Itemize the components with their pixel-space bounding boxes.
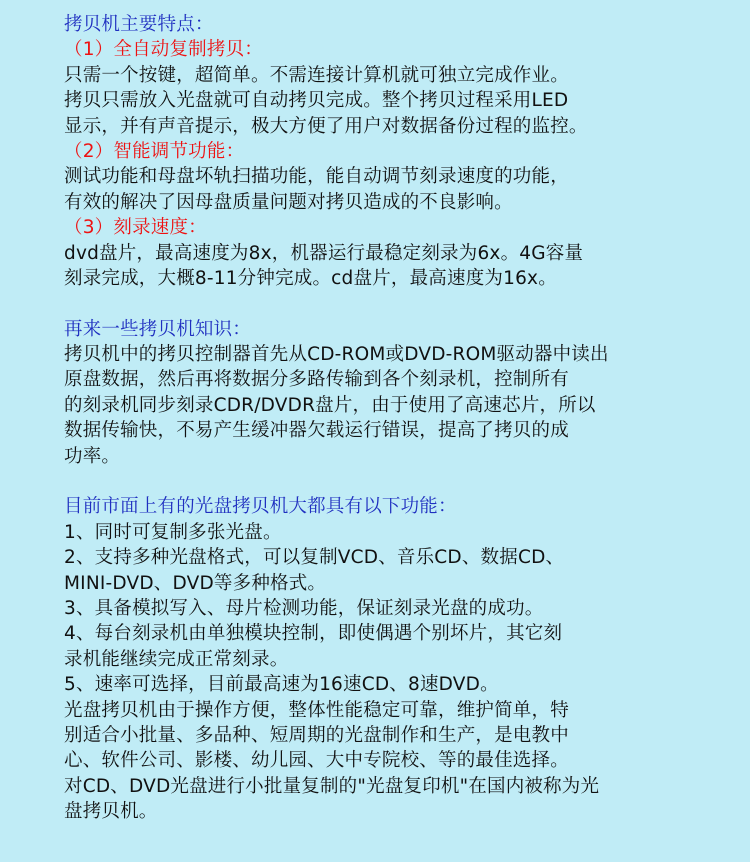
section-title-knowledge: 再来一些拷贝机知识： — [64, 318, 252, 340]
section-title-functions: 目前市面上有的光盘拷贝机大都具有以下功能： — [64, 496, 457, 518]
section-spacer — [64, 469, 740, 494]
section-spacer — [64, 291, 740, 316]
function-line: 心、软件公司、影楼、幼儿园、大中专院校、等的最佳选择。 — [64, 750, 569, 772]
feature-1-line: 拷贝只需放入光盘就可自动拷贝完成。整个拷贝过程采用LED — [64, 90, 569, 112]
feature-3-line: dvd盘片，最高速度为8x，机器运行最稳定刻录为6x。4G容量 — [64, 242, 584, 264]
function-line: 4、每台刻录机由单独模块控制，即使偶遇个别坏片，其它刻 — [64, 623, 563, 645]
feature-2-line: 有效的解决了因母盘质量问题对拷贝造成的不良影响。 — [64, 191, 513, 213]
knowledge-line: 的刻录机同步刻录CDR/DVDR盘片，由于使用了高速芯片，所以 — [64, 394, 596, 416]
feature-3-line: 刻录完成，大概8-11分钟完成。cd盘片，最高速度为16x。 — [64, 267, 557, 289]
function-line: 3、具备模拟写入、母片检测功能，保证刻录光盘的成功。 — [64, 597, 544, 619]
section-title-main-features: 拷贝机主要特点： — [64, 14, 214, 35]
function-line: 录机能继续完成正常刻录。 — [64, 648, 289, 670]
knowledge-line: 拷贝机中的拷贝控制器首先从CD-ROM或DVD-ROM驱动器中读出 — [64, 344, 609, 366]
function-line: MINI-DVD、DVD等多种格式。 — [64, 572, 327, 594]
function-line: 5、速率可选择，目前最高速为16速CD、8速DVD。 — [64, 674, 499, 696]
knowledge-line: 原盘数据，然后再将数据分多路传输到各个刻录机，控制所有 — [64, 369, 569, 391]
function-line: 2、支持多种光盘格式，可以复制VCD、音乐CD、数据CD、 — [64, 547, 565, 569]
function-line: 盘拷贝机。 — [64, 801, 158, 823]
feature-1-line: 显示，并有声音提示，极大方便了用户对数据备份过程的监控。 — [64, 115, 588, 137]
knowledge-line: 功率。 — [64, 445, 121, 467]
function-line: 光盘拷贝机由于操作方便，整体性能稳定可靠，维护简单，特 — [64, 699, 569, 721]
function-line: 对CD、DVD光盘进行小批量复制的"光盘复印机"在国内被称为光 — [64, 775, 600, 797]
feature-2-line: 测试功能和母盘坏轨扫描功能，能自动调节刻录速度的功能， — [64, 166, 569, 188]
feature-2-title: （2）智能调节功能： — [64, 140, 245, 162]
knowledge-line: 数据传输快，不易产生缓冲器欠载运行错误，提高了拷贝的成 — [64, 420, 569, 442]
feature-3-title: （3）刻录速度： — [64, 217, 207, 239]
function-line: 别适合小批量、多品种、短周期的光盘制作和生产，是电教中 — [64, 724, 569, 746]
function-line: 1、同时可复制多张光盘。 — [64, 521, 282, 543]
feature-1-title: （1）全自动复制拷贝： — [64, 39, 263, 61]
feature-1-line: 只需一个按键，超简单。不需连接计算机就可独立完成作业。 — [64, 64, 569, 86]
